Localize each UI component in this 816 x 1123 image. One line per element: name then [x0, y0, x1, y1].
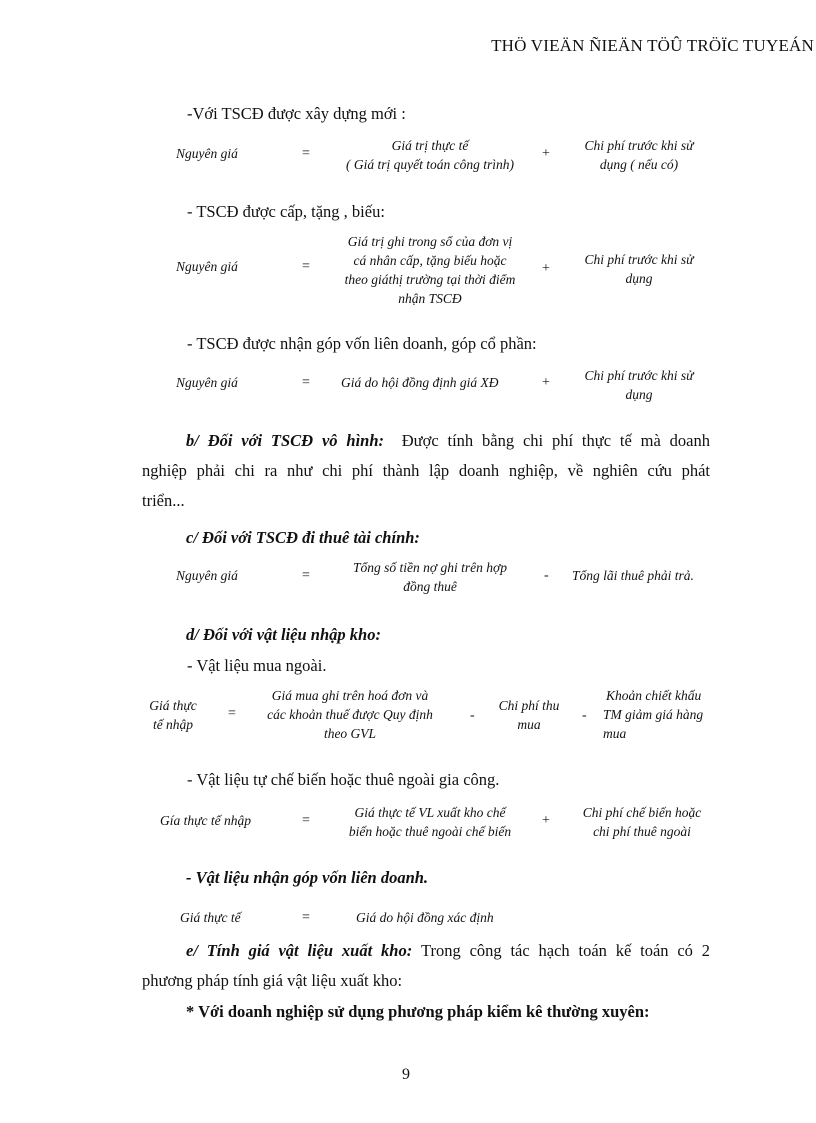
page-header: THÖ VIEÄN ÑIEÄN TÖÛ TRÖÏC TUYEÁN [491, 36, 814, 55]
term-line: mua [517, 717, 541, 732]
equals-sign: = [302, 375, 310, 390]
term-line: Giá thực [149, 698, 197, 713]
term-line: Giá trị thực tế [391, 138, 469, 153]
paragraph-text: Được tính bằng chi phí thực tế mà doanh [401, 431, 710, 450]
formula-lhs: Nguyên giá [176, 375, 238, 390]
term-line: các khoản thuế được Quy định [267, 707, 433, 722]
term-line: dụng ( nếu có) [599, 157, 679, 172]
sub-heading-self-processed: - Vật liệu tự chế biến hoặc thuê ngoài gia công. [187, 770, 500, 789]
formula-lhs: Nguyên giá [176, 146, 238, 161]
term-line: TM giảm giá hàng [603, 707, 704, 722]
term-line: cá nhân cấp, tặng biếu hoặc [353, 253, 507, 268]
formula-term [330, 803, 530, 841]
formula-term: Giá do hội đồng định giá XĐ [341, 375, 499, 390]
equals-sign: = [302, 259, 310, 274]
term-line: Chi phí thu [498, 698, 560, 713]
plus-sign: + [542, 813, 550, 828]
term-line: Khoản chiết khấu [606, 688, 702, 703]
formula-term [330, 558, 530, 596]
paragraph-text: nghiệp phải chi ra như chi phí thành lập doanh nghiệp, về nghiên cứu phát [142, 461, 710, 480]
equals-sign: = [302, 910, 310, 925]
formula-term [487, 696, 571, 734]
formula-lhs: Giá thực tế [180, 910, 241, 925]
plus-sign: + [542, 146, 550, 161]
term-line: dụng [625, 387, 653, 402]
term-line: Chi phí trước khi sử [584, 368, 694, 383]
term-line: đồng thuê [403, 579, 457, 594]
formula-term [250, 686, 450, 743]
formula-term [564, 366, 714, 404]
paragraph-text: triển... [142, 491, 185, 510]
formula-lhs: Gía thực tế nhập [160, 813, 251, 828]
formula-lhs [138, 696, 208, 734]
section-label: e/ Tính giá vật liệu xuất kho: [186, 941, 413, 960]
paragraph-export-pricing [142, 936, 710, 996]
section-heading-granted: - TSCĐ được cấp, tặng , biếu: [187, 202, 385, 221]
term-line: Giá thực tế VL xuất kho chế [354, 805, 506, 820]
paragraph-text: phương pháp tính giá vật liệu xuất kho: [142, 971, 403, 990]
plus-sign: + [542, 375, 550, 390]
minus-sign: - [582, 708, 587, 723]
formula-lhs: Nguyên giá [176, 568, 238, 583]
term-line: Giá trị ghi trong sổ của đơn vị [347, 234, 513, 249]
section-label: b/ Đối với TSCĐ vô hình: [186, 431, 385, 450]
equals-sign: = [302, 813, 310, 828]
term-line: Chi phí trước khi sử [584, 138, 694, 153]
equals-sign: = [228, 706, 236, 721]
page-number: 9 [402, 1066, 410, 1083]
formula-term: Giá do hội đồng xác định [356, 910, 494, 925]
term-line: tế nhập [152, 717, 194, 732]
equals-sign: = [302, 568, 310, 583]
minus-sign: - [470, 708, 475, 723]
term-line: theo giáthị trường tại thời điểm [344, 272, 516, 287]
section-label-financial-lease: c/ Đối với TSCĐ đi thuê tài chính: [186, 528, 420, 547]
sub-heading-contributed: - Vật liệu nhận góp vốn liên doanh. [186, 868, 429, 887]
term-line: chi phí thuê ngoài [593, 824, 691, 839]
term-line: mua [603, 726, 627, 741]
term-line: Chi phí trước khi sử [584, 252, 694, 267]
equals-sign: = [302, 146, 310, 161]
formula-term: Tổng lãi thuê phải trả. [572, 568, 694, 583]
bullet-heading: * Với doanh nghiệp sử dụng phương pháp kiểm kê thường xuyên: [186, 1002, 650, 1021]
sub-heading-purchased: - Vật liệu mua ngoài. [187, 656, 327, 675]
paragraph-text: Trong công tác hạch toán kế toán có 2 [421, 941, 710, 960]
formula-term [330, 136, 530, 174]
section-heading-new-construction: -Với TSCĐ được xây dựng mới : [187, 104, 406, 123]
term-line: nhận TSCĐ [398, 291, 462, 306]
section-heading-joint-venture: - TSCĐ được nhận góp vốn liên doanh, góp cổ phần: [187, 334, 537, 353]
term-line: Tổng số tiền nợ ghi trên hợp [353, 560, 507, 575]
term-line: biến hoặc thuê ngoài chế biến [348, 824, 512, 839]
term-line: ( Giá trị quyết toán công trình) [346, 157, 514, 172]
formula-term [325, 232, 535, 308]
section-label-materials-import: d/ Đối với vật liệu nhập kho: [186, 625, 381, 644]
term-line: Chi phí chế biến hoặc [582, 805, 702, 820]
formula-term [564, 250, 714, 288]
term-line: theo GVL [323, 726, 377, 741]
formula-term [562, 803, 722, 841]
paragraph-intangible-assets [142, 426, 710, 516]
term-line: dụng [625, 271, 653, 286]
formula-term [603, 686, 703, 743]
formula-lhs: Nguyên giá [176, 259, 238, 274]
minus-sign: - [544, 568, 549, 583]
term-line: Giá mua ghi trên hoá đơn và [271, 688, 429, 703]
plus-sign: + [542, 261, 550, 276]
formula-term [564, 136, 714, 174]
